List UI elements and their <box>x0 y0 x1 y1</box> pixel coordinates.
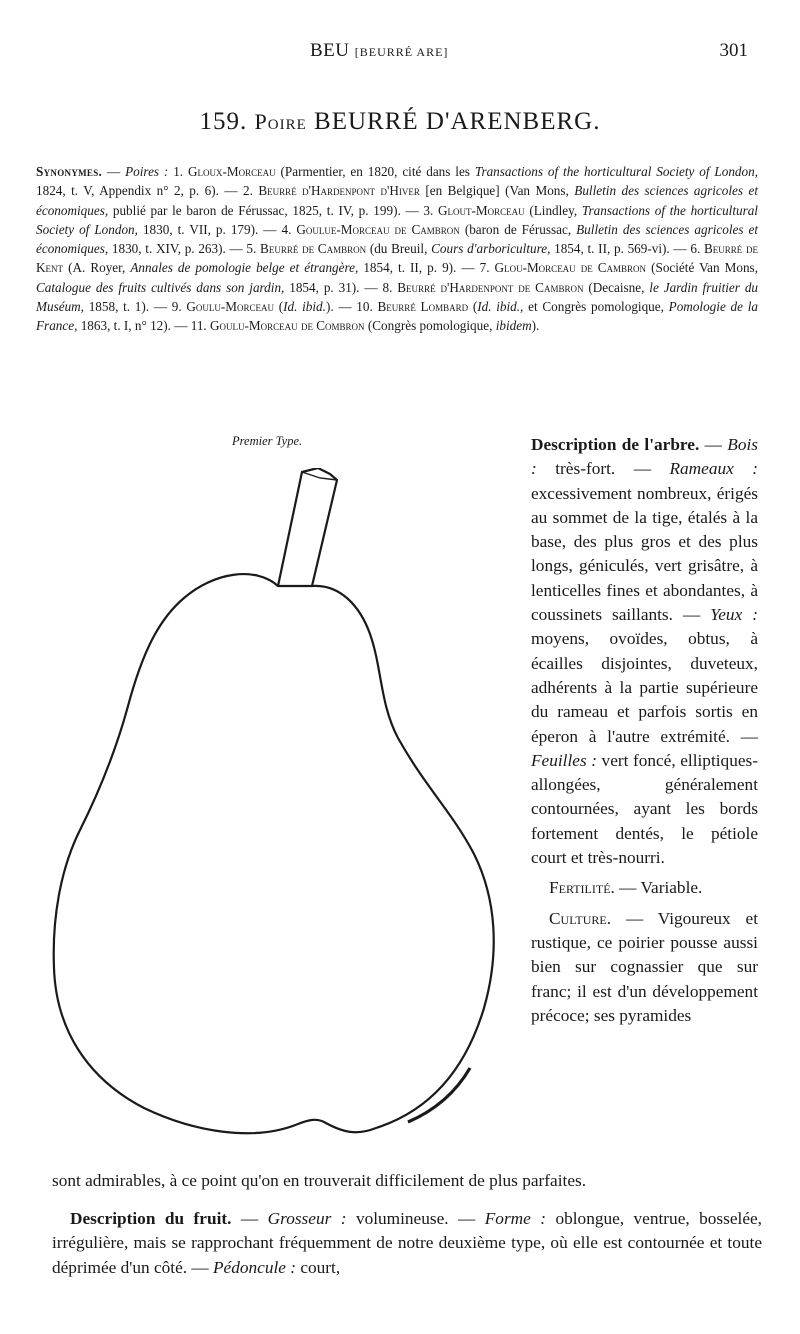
culture-paragraph: Culture. — Vigoureux et rustique, ce poirier pousse aussi bien sur cognassier que sur franc; il est d'un développement précoce; ses pyramides <box>531 908 758 1025</box>
entry-name: BEURRÉ D'ARENBERG. <box>314 108 601 135</box>
synonyms-lead: Synonymes. <box>36 164 103 179</box>
pear-outline-illustration <box>46 468 526 1158</box>
synonyms-paragraph: Synonymes. — Poires : 1. Gloux-Morceau (Parmentier, en 1820, cité dans les Transactions of the horticultural Society of London, 1824, t. V, Appendix n° 2, p. 6). — 2. Beurré d'Hardenpont d'Hiver [en Belgique] (Van Mons, Bulletin des sciences agricoles et économiques, publié par le baron de Férussac, 1825, t. IV, p. 199). — 3. Glout-Morceau (Lindley, Transactions of the horticultural Society of London, 1830, t. VII, p. 179). — 4. Goulue-Morceau de Cambron (baron de Férussac, Bulletin des sciences agricoles et économiques, 1830, t. XIV, p. 263). — 5. Beurré de Cambron (du Breuil, Cours d'arboriculture, 1854, t. II, p. 569-vi). — 6. Beurré de Kent (A. Royer, Annales de pomologie belge et étrangère, 1854, t. II, p. 9). — 7. Glou-Morceau de Cambron (Société Van Mons, Catalogue des fruits cultivés dans son jardin, 1854, p. 31). — 8. Beurré d'Hardenpont de Cambron (Decaisne, le Jardin fruitier du Muséum, 1858, t. 1). — 9. Goulu-Morceau (Id. ibid.). — 10. Beurré Lombard (Id. ibid., et Congrès pomologique, Pomologie de la France, 1863, t. I, n° 12). — 11. Goulu-Morceau de Combron (Congrès pomologique, ibidem). <box>36 164 759 334</box>
pear-shading-right <box>408 1068 470 1122</box>
entry-number: 159. <box>199 108 248 135</box>
figure-caption: Premier Type. <box>232 434 303 448</box>
fertility-paragraph: Fertilité. — Variable. <box>549 878 703 898</box>
pear-stem <box>278 468 337 586</box>
tree-description-heading: Description de l'arbre. <box>531 435 700 454</box>
culture-paragraph-continuation: sont admirables, à ce point qu'on en trouverait difficilement de plus parfaites. <box>52 1171 587 1190</box>
page-number: 301 <box>719 40 748 61</box>
entry-prefix: Poire <box>254 109 307 134</box>
fruit-description-heading: Description du fruit. <box>70 1209 232 1228</box>
running-title: BEU [BEURRÉ ARE] <box>310 40 449 61</box>
entry-title <box>0 108 800 136</box>
running-header <box>0 40 800 66</box>
pear-body-outline <box>54 574 494 1133</box>
fruit-description: Description du fruit. — Grosseur : volumineuse. — Forme : oblongue, ventrue, bosselée, irrégulière, mais se rapprochant fréquemment de notre deuxième type, où elle est contournée et toute déprimée d'un côté. — Pédoncule : court, <box>52 1209 762 1277</box>
tree-description: Description de l'arbre. — Bois : très-fort. — Rameaux : excessivement nombreux, érigés au sommet de la tige, étalés à la base, des plus gros et des plus longs, géniculés, vert grisâtre, à lenticelles fines et abondantes, à coussinets saillants. — Yeux : moyens, ovoïdes, obtus, à écailles disjointes, duveteux, adhérents à la partie supérieure du rameau et parfois sortis en éperon à l'autre extrémité. — Feuilles : vert foncé, elliptiques-allongées, généralement contournées, ayant les bords fortement dentés, le pétiole court et très-nourri. Fertilité. — Variable. Culture. — Vigoureux et rustique, ce poirier pousse aussi bien sur cognassier que sur franc; il est d'un développement précoce; ses pyramides <box>531 433 758 1028</box>
